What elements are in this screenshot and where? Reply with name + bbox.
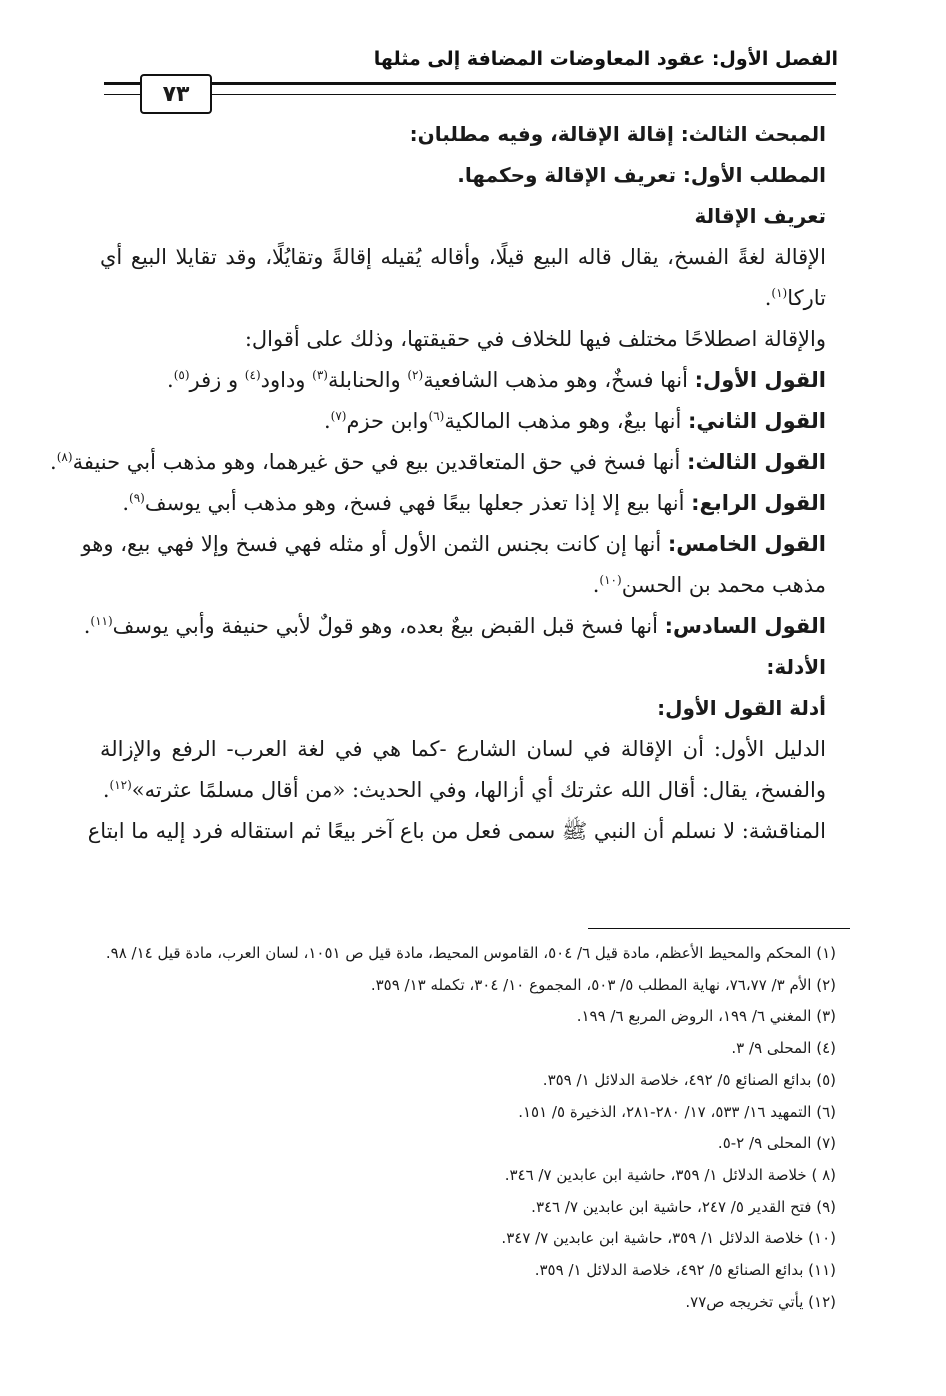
text-fragment: أنها فسخ في حق المتعاقدين بيع في حق غيرهما، وهو مذهب أبي حنيفة <box>72 450 688 474</box>
opinion-3: القول الثالث: أنها فسخ في حق المتعاقدين بيع في حق غيرهما، وهو مذهب أبي حنيفة$^{(٨)}$. <box>50 450 826 474</box>
opinion-6: القول السادس: أنها فسخ قبل القبض بيعٌ بعده، وهو قولٌ لأبي حنيفة وأبي يوسف$^{(١١)}$. <box>83 614 826 638</box>
paragraph-line: المناقشة: لا نسلم أن النبي ﷺ سمى فعل من باع آخر بيعًا ثم استقاله فرد إليه ما ابتاع <box>87 819 826 843</box>
text-fragment: أنها بيعٌ، وهو مذهب المالكية <box>444 409 689 433</box>
footnote-ref: (١) <box>771 286 788 300</box>
footnote: (١٠) خلاصة الدلائل ١/ ٣٥٩، حاشية ابن عابدين ٧/ ٣٤٧. <box>501 1229 836 1248</box>
footnote: (١) المحكم والمحيط الأعظم، مادة قيل ٦/ ٥٠٤، القاموس المحيط، مادة قيل ص ١٠٥١، لسان العرب، مادة قيل ١٤/ ٩٨. <box>105 944 836 962</box>
section-heading: المبحث الثالث: إقالة الإقالة، وفيه مطلبان: <box>409 122 826 146</box>
paragraph-line: والفسخ، يقال: أقال الله عثرتك أي أزالها، وفي الحديث: «من أقال مسلمًا عثرته»$^{(١٢)}$. <box>102 778 826 802</box>
footnote-ref: (١٢) <box>109 778 132 792</box>
running-title: الفصل الأول: عقود المعاوضات المضافة إلى مثلها <box>373 48 838 70</box>
footnote-ref: (٥) <box>173 368 190 382</box>
text-fragment: أنها إن كانت بجنس الثمن الأول أو مثله فهي فسخ وإلا فهي بيع، وهو <box>81 532 668 556</box>
topic-heading: تعريف الإقالة <box>694 204 826 228</box>
footnote-ref: (٣) <box>312 368 328 382</box>
footnote-separator <box>588 928 850 929</box>
footnote-ref: (٦) <box>428 409 445 423</box>
text-fragment: أنها فسخٌ، وهو مذهب الشافعية <box>423 368 695 392</box>
subsection-heading: المطلب الأول: تعريف الإقالة وحكمها. <box>457 163 826 187</box>
text-fragment: وداود <box>260 368 313 392</box>
paragraph-line: الدليل الأول: أن الإقالة في لسان الشارع -كما هي في لغة العرب- الرفع والإزالة <box>100 737 826 761</box>
footnote: (٨ ) خلاصة الدلائل ١/ ٣٥٩، حاشية ابن عابدين ٧/ ٣٤٦. <box>504 1165 836 1184</box>
opinion-label: القول الخامس: <box>667 532 826 556</box>
paragraph-line: والإقالة اصطلاحًا مختلف فيها للخلاف في حقيقتها، وذلك على أقوال: <box>244 327 826 351</box>
footnote: (٣) المغني ٦/ ١٩٩، الروض المربع ٦/ ١٩٩. <box>576 1007 836 1026</box>
footnote-ref: (٧) <box>330 409 347 423</box>
opinion-2: القول الثاني: أنها بيعٌ، وهو مذهب المالكية$^{(٦)}$وابن حزم$^{(٧)}$. <box>323 409 826 433</box>
opinion-5 <box>81 524 826 565</box>
footnote: (١٢) يأتي تخريجه ص٧٧. <box>685 1292 836 1311</box>
footnote-ref: (٢) <box>407 368 424 382</box>
footnote-ref: (١١) <box>90 614 113 628</box>
text-fragment: أنها بيع إلا إذا تعذر جعلها بيعًا فهي فسخ، وهو مذهب أبي يوسف <box>144 491 692 515</box>
text-fragment: و زفر <box>189 368 245 392</box>
opinion-label: القول الرابع: <box>691 491 826 515</box>
paragraph-line: تاركا$^{(١)}$. <box>764 286 826 310</box>
text-fragment: أنها فسخ قبل القبض بيعٌ بعده، وهو قولٌ لأبي حنيفة وأبي يوسف <box>112 614 665 638</box>
footnote-ref: (٩) <box>129 491 145 505</box>
text-fragment: مذهب محمد بن الحسن <box>621 573 826 597</box>
footnote: (١١) بدائع الصنائع ٥/ ٤٩٢، خلاصة الدلائل ١/ ٣٥٩. <box>534 1261 836 1280</box>
paragraph-line: مذهب محمد بن الحسن$^{(١٠)}$. <box>592 573 826 597</box>
opinion-label: القول الثاني: <box>688 409 826 433</box>
opinion-label: القول الثالث: <box>687 450 826 474</box>
footnote: (٦) التمهيد ١٦/ ٥٣٣، ١٧/ ٢٨٠-٢٨١، الذخيرة ٥/ ١٥١. <box>518 1102 836 1121</box>
header-rule <box>104 82 836 85</box>
footnote: (٤) المحلى ٩/ ٣. <box>731 1039 836 1058</box>
text-fragment: والحنابلة <box>327 368 408 392</box>
paragraph-line: الإقالة لغةً الفسخ، يقال قاله البيع قيلًا، وأقاله يُقيله إقالةً وتقايُلًا، وقد تقايلا البيع أي <box>100 245 826 269</box>
footnote-ref: (٤) <box>244 368 261 382</box>
text-fragment: تاركا <box>787 286 826 310</box>
opinion-1: القول الأول: أنها فسخٌ، وهو مذهب الشافعية$^{(٢)}$ والحنابلة$^{(٣)}$ وداود$^{(٤)}$ و زفر$^{(٥)}$. <box>167 368 826 392</box>
footnotes <box>100 938 836 1318</box>
header-rule-thin <box>104 94 836 95</box>
footnote-ref: (٨) <box>56 450 73 464</box>
opinion-label: القول السادس: <box>664 614 826 638</box>
evidence-heading: الأدلة: <box>766 655 826 679</box>
text-fragment: وابن حزم <box>346 409 429 433</box>
footnote: (٥) بدائع الصنائع ٥/ ٤٩٢، خلاصة الدلائل ١/ ٣٥٩. <box>542 1070 836 1089</box>
text-fragment: والفسخ، يقال: أقال الله عثرتك أي أزالها، وفي الحديث: «من أقال مسلمًا عثرته» <box>131 778 826 802</box>
footnote: (٢) الأم ٣/ ٧٦،٧٧، نهاية المطلب ٥/ ٥٠٣، المجموع ١٠/ ٣٠٤، تكمله ١٣/ ٣٥٩. <box>370 975 836 994</box>
footnote-ref: (١٠) <box>599 573 622 587</box>
footnote: (٧) المحلى ٩/ ٢-٥. <box>717 1134 836 1153</box>
footnote: (٩) فتح القدير ٥/ ٢٤٧، حاشية ابن عابدين ٧/ ٣٤٦. <box>531 1197 836 1216</box>
evidence-subheading: أدلة القول الأول: <box>657 696 826 720</box>
opinion-4: القول الرابع: أنها بيع إلا إذا تعذر جعلها بيعًا فهي فسخ، وهو مذهب أبي يوسف$^{(٩)}$. <box>122 491 826 515</box>
opinion-label: القول الأول: <box>694 368 826 392</box>
main-text <box>50 114 826 852</box>
page-number: ٧٣ <box>140 74 212 114</box>
